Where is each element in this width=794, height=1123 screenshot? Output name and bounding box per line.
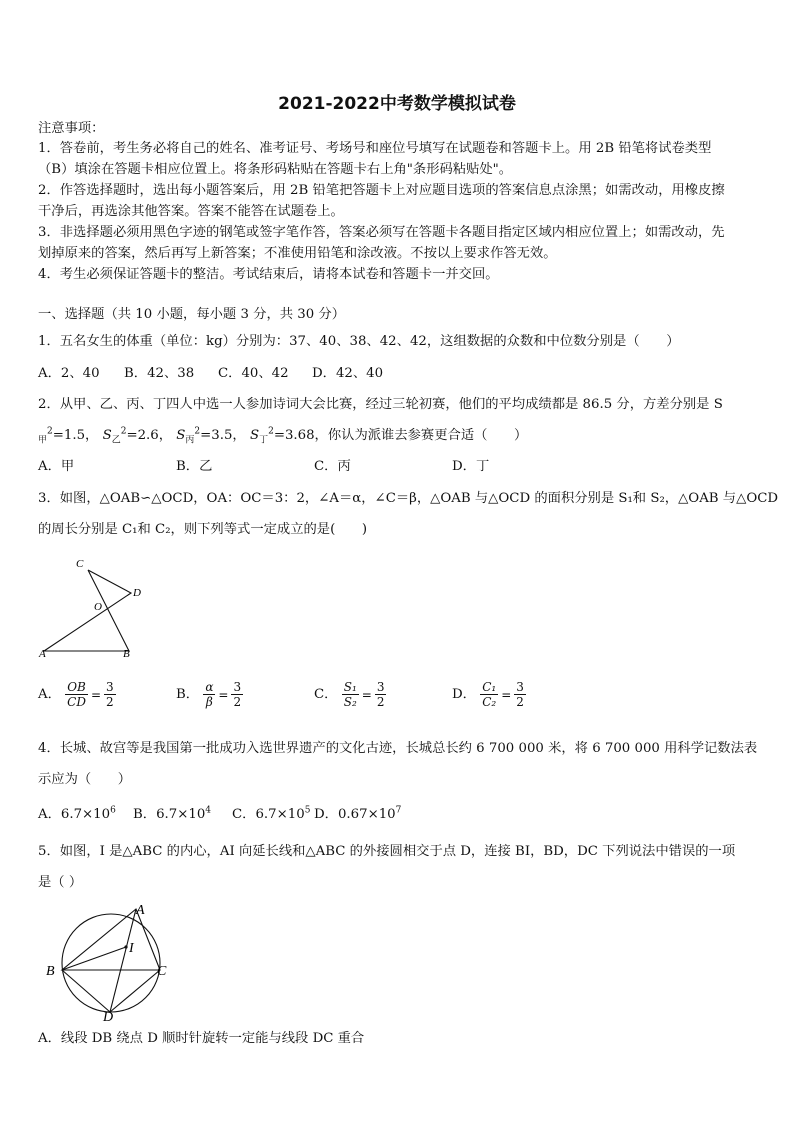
notice-line: （B）填涂在答题卡相应位置上。将条形码粘贴在答题卡右上角"条形码粘贴处"。 (38, 162, 513, 177)
q3-option-c: C． $\frac{\text{S₁}}{\text{S₂}}$ = $\frac{3}{2}$ (314, 680, 385, 709)
q4-option-d: D．$0.67\times 10^7$ (314, 805, 402, 822)
fig-label-b5: B (46, 964, 55, 979)
question-4-stem: 4．长城、故宫等是我国第一批成功入选世界遗产的文化古迹，长城总长约 6 700 000 米，将 6 700 000 用科学记数法表 (38, 741, 758, 756)
question-1-stem: 1．五名女生的体重（单位：kg）分别为：37、40、38、42、42，这组数据的众数和中位数分别是（ ） (38, 334, 680, 349)
fig-label-a: A (39, 648, 46, 660)
question-3-stem: 3．如图，△OAB∽△OCD，OA：OC＝3：2，∠A＝α，∠C＝β，△OAB 与△OCD 的面积分别是 S₁和 S₂，△OAB 与△OCD (38, 491, 779, 506)
page-title: 2021-2022中考数学模拟试卷 (278, 94, 516, 114)
question-2-stem-line2: $_甲^2$=1.5， $S_乙^2=2.6$， $S_丙^2=3.5$， $S_丁^2=3.68$，你认为派谁去参赛更合适（ ） (38, 426, 528, 446)
q3-option-b: B． $\frac{\alpha}{\beta}$ = $\frac{3}{2}$ (176, 680, 242, 709)
q2-option-b: B．乙 (176, 459, 213, 474)
q4-option-b: B．$6.7\times 10^4$ (133, 805, 212, 822)
q2-option-c: C．丙 (314, 459, 351, 474)
question-4-stem-line2: 示应为（ ） (38, 772, 132, 787)
fig-label-c: C (76, 558, 84, 570)
section-heading: 一、选择题（共 10 小题，每小题 3 分，共 30 分） (38, 307, 346, 322)
q4-option-c: C．$6.7\times 10^5$ (232, 805, 311, 822)
notice-line: 2．作答选择题时，选出每小题答案后，用 2B 铅笔把答题卡上对应题目选项的答案信息点涂黑；如需改动，用橡皮擦 (38, 183, 725, 198)
notice-heading: 注意事项： (38, 121, 105, 136)
notice-line: 3．非选择题必须用黑色字迹的钢笔或签字笔作答，答案必须写在答题卡各题目指定区域内相应位置上；如需改动，先 (38, 225, 725, 240)
notice-line: 1．答卷前，考生务必将自己的姓名、准考证号、考场号和座位号填写在试题卷和答题卡上。用 2B 铅笔将试卷类型 (38, 141, 712, 156)
q3-option-a: A． $\frac{OB}{CD}$ = $\frac{3}{2}$ (38, 680, 114, 709)
q1-option-d: D．42、40 (312, 366, 384, 381)
fig-label-d5: D (103, 1010, 114, 1022)
fig-label-d: D (133, 587, 141, 599)
q1-option-c: C．40、42 (218, 366, 289, 381)
notice-line: 划掉原来的答案，然后再写上新答案；不准使用铅笔和涂改液。不按以上要求作答无效。 (38, 246, 557, 261)
q5-option-a: A．线段 DB 绕点 D 顺时针旋转一定能与线段 DC 重合 (38, 1031, 365, 1046)
fig-label-c5: C (157, 964, 167, 979)
fig-label-o: O (94, 601, 102, 613)
question-3-stem-line2: 的周长分别是 C₁和 C₂，则下列等式一定成立的是( ) (38, 522, 368, 537)
circle-figure-q5 (40, 900, 180, 1022)
notice-line: 干净后，再选涂其他答案。答案不能答在试题卷上。 (38, 204, 344, 219)
q1-option-b: B．42、38 (124, 366, 195, 381)
q2-option-a: A．甲 (38, 459, 75, 474)
triangle-figure-q3 (36, 553, 156, 663)
fig-label-b: B (123, 648, 130, 660)
question-5-stem: 5．如图，I 是△ABC 的内心，AI 向延长线和△ABC 的外接圆相交于点 D，连接 BI，BD，DC 下列说法中错误的一项 (38, 844, 736, 859)
q4-option-a: A．$6.7\times 10^6$ (38, 805, 116, 822)
question-2-stem: 2．从甲、乙、丙、丁四人中选一人参加诗词大会比赛，经过三轮初赛，他们的平均成绩都是 86.5 分，方差分别是 S (38, 397, 723, 412)
fig-label-i5: I (129, 941, 134, 956)
question-5-stem-line2: 是（ ） (38, 875, 83, 890)
variance-jia-sub: 甲 (38, 435, 48, 446)
notice-line: 4．考生必须保证答题卡的整洁。考试结束后，请将本试卷和答题卡一并交回。 (38, 267, 499, 282)
q2-option-d: D．丁 (452, 459, 490, 474)
fig-label-a5: A (136, 903, 145, 918)
q1-option-a: A．2、40 (38, 366, 100, 381)
q3-option-d: D． $\frac{\text{C₁}}{\text{C₂}}$ = $\frac{3}{2}$ (452, 680, 524, 709)
